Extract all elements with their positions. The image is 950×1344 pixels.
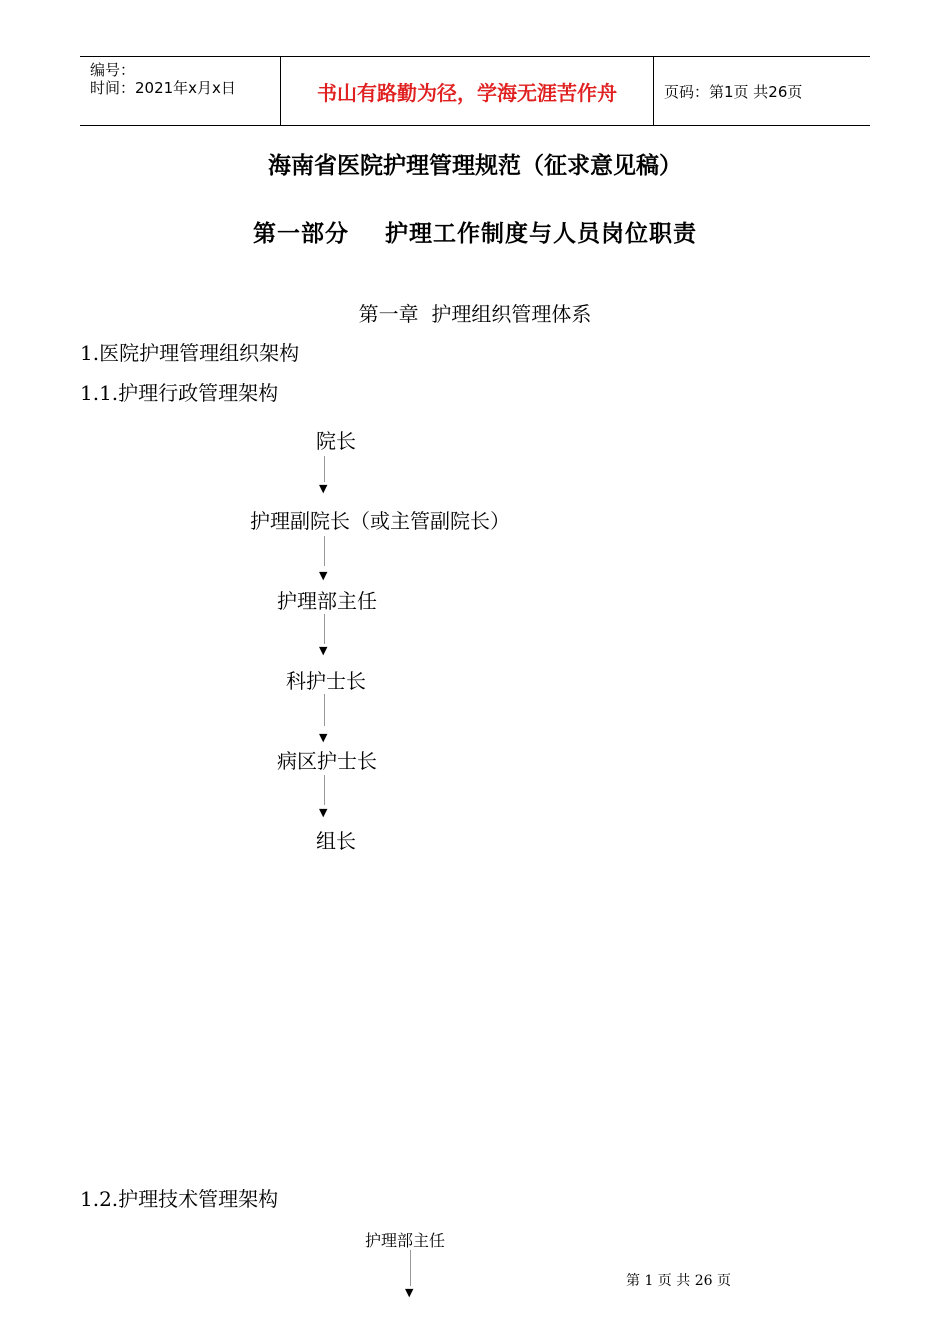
header-motto: 书山有路勤为径，学海无涯苦作舟 — [281, 57, 654, 125]
header-table — [80, 56, 870, 126]
org-node-ward-head-nurse: 病区护士长 — [277, 749, 377, 773]
connector-line — [324, 456, 325, 482]
down-arrow-icon: ▼ — [405, 1286, 414, 1299]
down-arrow-icon: ▼ — [319, 731, 328, 744]
down-arrow-icon: ▼ — [319, 644, 328, 657]
connector-line — [324, 775, 325, 805]
connector-line — [324, 694, 325, 726]
down-arrow-icon: ▼ — [319, 482, 328, 495]
part-title: 第一部分 护理工作制度与人员岗位职责 — [252, 221, 698, 247]
section-1-1-heading: 1.1.护理行政管理架构 — [80, 381, 279, 405]
document-number-label: 编号： — [90, 61, 136, 79]
document-title: 海南省医院护理管理规范（征求意见稿） — [268, 153, 682, 179]
chapter-title: 第一章 护理组织管理体系 — [358, 302, 592, 326]
org-node-group-leader: 组长 — [316, 829, 356, 853]
tech-node-nursing-director: 护理部主任 — [365, 1231, 446, 1250]
org-node-department-head-nurse: 科护士长 — [286, 669, 366, 693]
header-page-label: 页码：第1页 共26页 — [664, 82, 803, 101]
org-node-nursing-director: 护理部主任 — [277, 589, 377, 613]
down-arrow-icon: ▼ — [319, 806, 328, 819]
document-time-label: 时间：2021年x月x日 — [90, 79, 236, 97]
header-info-cell — [80, 57, 281, 125]
org-node-vice-president: 护理副院长（或主管副院长） — [250, 509, 510, 533]
down-arrow-icon: ▼ — [319, 569, 328, 582]
section-1-heading: 1.医院护理管理组织架构 — [80, 341, 300, 365]
connector-line — [410, 1250, 411, 1286]
connector-line — [324, 614, 325, 644]
section-1-2-heading: 1.2.护理技术管理架构 — [80, 1187, 279, 1211]
connector-line — [324, 536, 325, 566]
page-footer: 第 1 页 共 26 页 — [626, 1273, 731, 1289]
org-node-president: 院长 — [316, 429, 356, 453]
